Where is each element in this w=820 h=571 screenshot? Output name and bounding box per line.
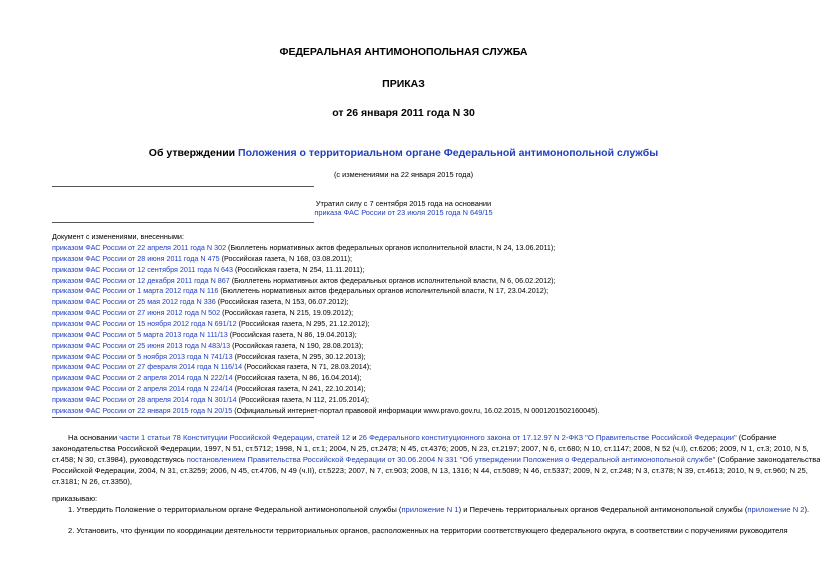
change-item-source: (Российская газета, N 241, 22.10.2014); — [232, 384, 366, 393]
government-resolution-link[interactable]: постановлением Правительства Российской Федерации от 30.06.2004 N 331 "Об утверждении Положения о Федеральной антимонопольной службе" — [186, 455, 716, 464]
doc-date: от 26 января 2011 года N 30 — [332, 107, 475, 119]
change-item-source: (Российская газета, N 168, 03.08.2011); — [219, 253, 353, 263]
change-item — [52, 330, 357, 339]
doc-title-link[interactable]: Положения о территориальном органе Федеральной антимонопольной службы — [238, 147, 659, 159]
change-item-link[interactable]: приказом ФАС России от 12 сентября 2011 года N 643 — [52, 264, 234, 274]
change-item-link[interactable]: приказом ФАС России от 5 марта 2013 года N 111/13 — [52, 329, 228, 339]
change-item-source: (Российская газета, N 295, 30.12.2013); — [232, 351, 366, 361]
change-item — [52, 286, 548, 295]
change-item-source: (Российская газета, N 295, 21.12.2012); — [236, 318, 370, 328]
changes-heading: Документ с изменениями, внесенными: — [52, 232, 184, 241]
change-item-link[interactable]: приказом ФАС России от 1 марта 2012 года N 116 — [52, 286, 219, 296]
change-item-source: (Официальный интернет-портал правовой информации www.pravo.gov.ru, 16.02.2015, N 0001201502160045). — [232, 405, 600, 415]
order-paragraph-2: 2. Установить, что функции по координации деятельности территориальных органов, расположенных на территории соответствующего федерального округа, в соответствии с поручениями руководителя — [68, 526, 788, 535]
change-item-link[interactable]: приказом ФАС России от 28 июня 2011 года N 475 — [52, 253, 220, 263]
change-item-source: (Российская газета, N 71, 28.03.2014); — [242, 362, 372, 372]
change-item-link[interactable]: приказом ФАС России от 25 мая 2012 года N 336 — [52, 297, 216, 307]
change-item-link[interactable]: приказом ФАС России от 2 апреля 2014 года N 224/14 — [52, 384, 233, 393]
appendix-1-link[interactable]: приложение N 1 — [401, 505, 459, 514]
change-item-link[interactable]: приказом ФАС России от 28 апреля 2014 года N 301/14 — [52, 394, 237, 404]
doc-subtitle: (с изменениями на 22 января 2015 года) — [333, 170, 474, 179]
preamble-line-2: законодательства Российской Федерации, 1997, N 51, ст.5712; 1998, N 1, ст.1; 2004, N 25, ст.2478; N 45, ст.4376; 2005, N 23, ст.2197; 2007, N 6, ст.680; N 10, ст.1147; 2008, N 52 (ч.I), ст.6206; 2009, N 1, ст.3; 2010, N 5, — [52, 444, 809, 453]
change-item — [52, 276, 556, 285]
preamble-text: и — [350, 433, 359, 442]
change-item — [52, 254, 352, 263]
divider-2 — [52, 222, 314, 223]
change-item — [52, 308, 353, 317]
change-item — [52, 373, 362, 382]
change-item — [52, 243, 555, 252]
change-item — [52, 362, 371, 371]
change-item-source: (Российская газета, N 153, 06.07.2012); — [215, 297, 349, 307]
preamble-text: , — [312, 433, 317, 442]
change-item-source: (Бюллетень нормативных актов федеральных органов исполнительной власти, N 24, 13.06.2011); — [226, 243, 556, 252]
divider-1 — [52, 186, 314, 187]
change-item-source: (Российская газета, N 86, 19.04.2013); — [227, 329, 357, 339]
doc-title — [0, 147, 807, 159]
appendix-2-link[interactable]: приложение N 2 — [747, 505, 805, 514]
preamble-text: На основании — [68, 433, 120, 442]
change-item — [52, 341, 363, 350]
change-item-link[interactable]: приказом ФАС России от 25 июня 2013 года N 483/13 — [52, 340, 231, 350]
order-text: 1. Утвердить Положение о территориальном органе Федеральной антимонопольной службы ( — [68, 505, 402, 514]
change-item-link[interactable]: приказом ФАС России от 27 июня 2012 года N 502 — [52, 308, 221, 318]
change-item-link[interactable]: приказом ФАС России от 22 января 2015 года N 20/15 — [52, 405, 233, 415]
change-item-link[interactable]: приказом ФАС России от 15 ноября 2012 года N 691/12 — [52, 318, 237, 328]
change-item — [52, 395, 369, 404]
order-paragraph-1 — [68, 505, 809, 514]
doc-title-prefix: Об утверждении — [148, 147, 239, 159]
preamble-text: (Собрание — [736, 433, 777, 442]
change-item-link[interactable]: приказом ФАС России от 5 ноября 2013 года N 741/13 — [52, 351, 233, 361]
change-item-link[interactable]: приказом ФАС России от 22 апреля 2011 года N 302 — [52, 243, 227, 252]
change-item-source: (Российская газета, N 190, 28.08.2013); — [230, 340, 364, 350]
change-item-link[interactable]: приказом ФАС России от 2 апреля 2014 года N 222/14 — [52, 373, 233, 383]
preamble-line-1 — [68, 433, 777, 442]
change-item — [52, 384, 366, 393]
doc-type: ПРИКАЗ — [382, 78, 425, 90]
order-label: приказываю: — [52, 494, 98, 503]
order-text: ) и Перечень территориальных органов Федеральной антимонопольной службы ( — [458, 505, 748, 514]
change-item-source: (Бюллетень нормативных актов федеральных органов исполнительной власти, N 6, 06.02.2012); — [229, 275, 556, 285]
change-item — [52, 297, 349, 306]
change-item-source: (Российская газета, N 86, 16.04.2014); — [232, 373, 362, 383]
constitution-link[interactable]: части 1 статьи 78 Конституции Российской Федерации — [119, 433, 313, 442]
preamble-line-5: ст.3181; N 26, ст.3350), — [52, 477, 132, 486]
change-item-source: (Российская газета, N 215, 19.09.2012); — [220, 308, 354, 318]
change-item-source: (Российская газета, N 254, 11.11.2011); — [233, 264, 365, 274]
status-link[interactable]: приказа ФАС России от 23 июля 2015 года N 649/15 — [314, 208, 493, 217]
change-item-source: (Бюллетень нормативных актов федеральных органов исполнительной власти, N 17, 23.04.2012); — [218, 286, 549, 296]
change-item-source: (Российская газета, N 112, 21.05.2014); — [236, 394, 370, 404]
change-item-link[interactable]: приказом ФАС России от 27 февраля 2014 года N 116/14 — [52, 362, 243, 372]
org-name: ФЕДЕРАЛЬНАЯ АНТИМОНОПОЛЬНАЯ СЛУЖБА — [279, 46, 528, 58]
fkz-link[interactable]: 26 Федерального конституционного закона от 17.12.97 N 2-ФКЗ "О Правительстве Российской Федерации" — [358, 433, 737, 442]
preamble-text: (Собрание законодательства — [715, 455, 820, 464]
preamble-text: ст.458; N 30, ст.3984), руководствуясь — [52, 455, 187, 464]
divider-3 — [52, 417, 314, 418]
preamble-line-4: Российской Федерации, 2004, N 31, ст.3259; 2006, N 45, ст.4706, N 49 (ч.II), ст.5223; 2007, N 7, ст.903; 2008, N 13, 1316; N 44, ст.5089; N 46, ст.5337; 2009, N 2, ст.248; N 3, ст.378; N 39, ст.4613; 2010, N 9, ст.960; N 25, — [52, 466, 808, 475]
preamble-line-3 — [52, 455, 820, 464]
change-item — [52, 406, 600, 415]
status-link-wrap — [0, 208, 807, 217]
change-item — [52, 319, 370, 328]
change-item — [52, 352, 366, 361]
articles-link[interactable]: статей 12 — [316, 433, 351, 442]
change-item-link[interactable]: приказом ФАС России от 12 декабря 2011 года N 867 — [52, 275, 230, 285]
status-line: Утратил силу с 7 сентября 2015 года на основании — [315, 199, 492, 208]
order-text: ). — [804, 505, 810, 514]
change-item — [52, 265, 364, 274]
